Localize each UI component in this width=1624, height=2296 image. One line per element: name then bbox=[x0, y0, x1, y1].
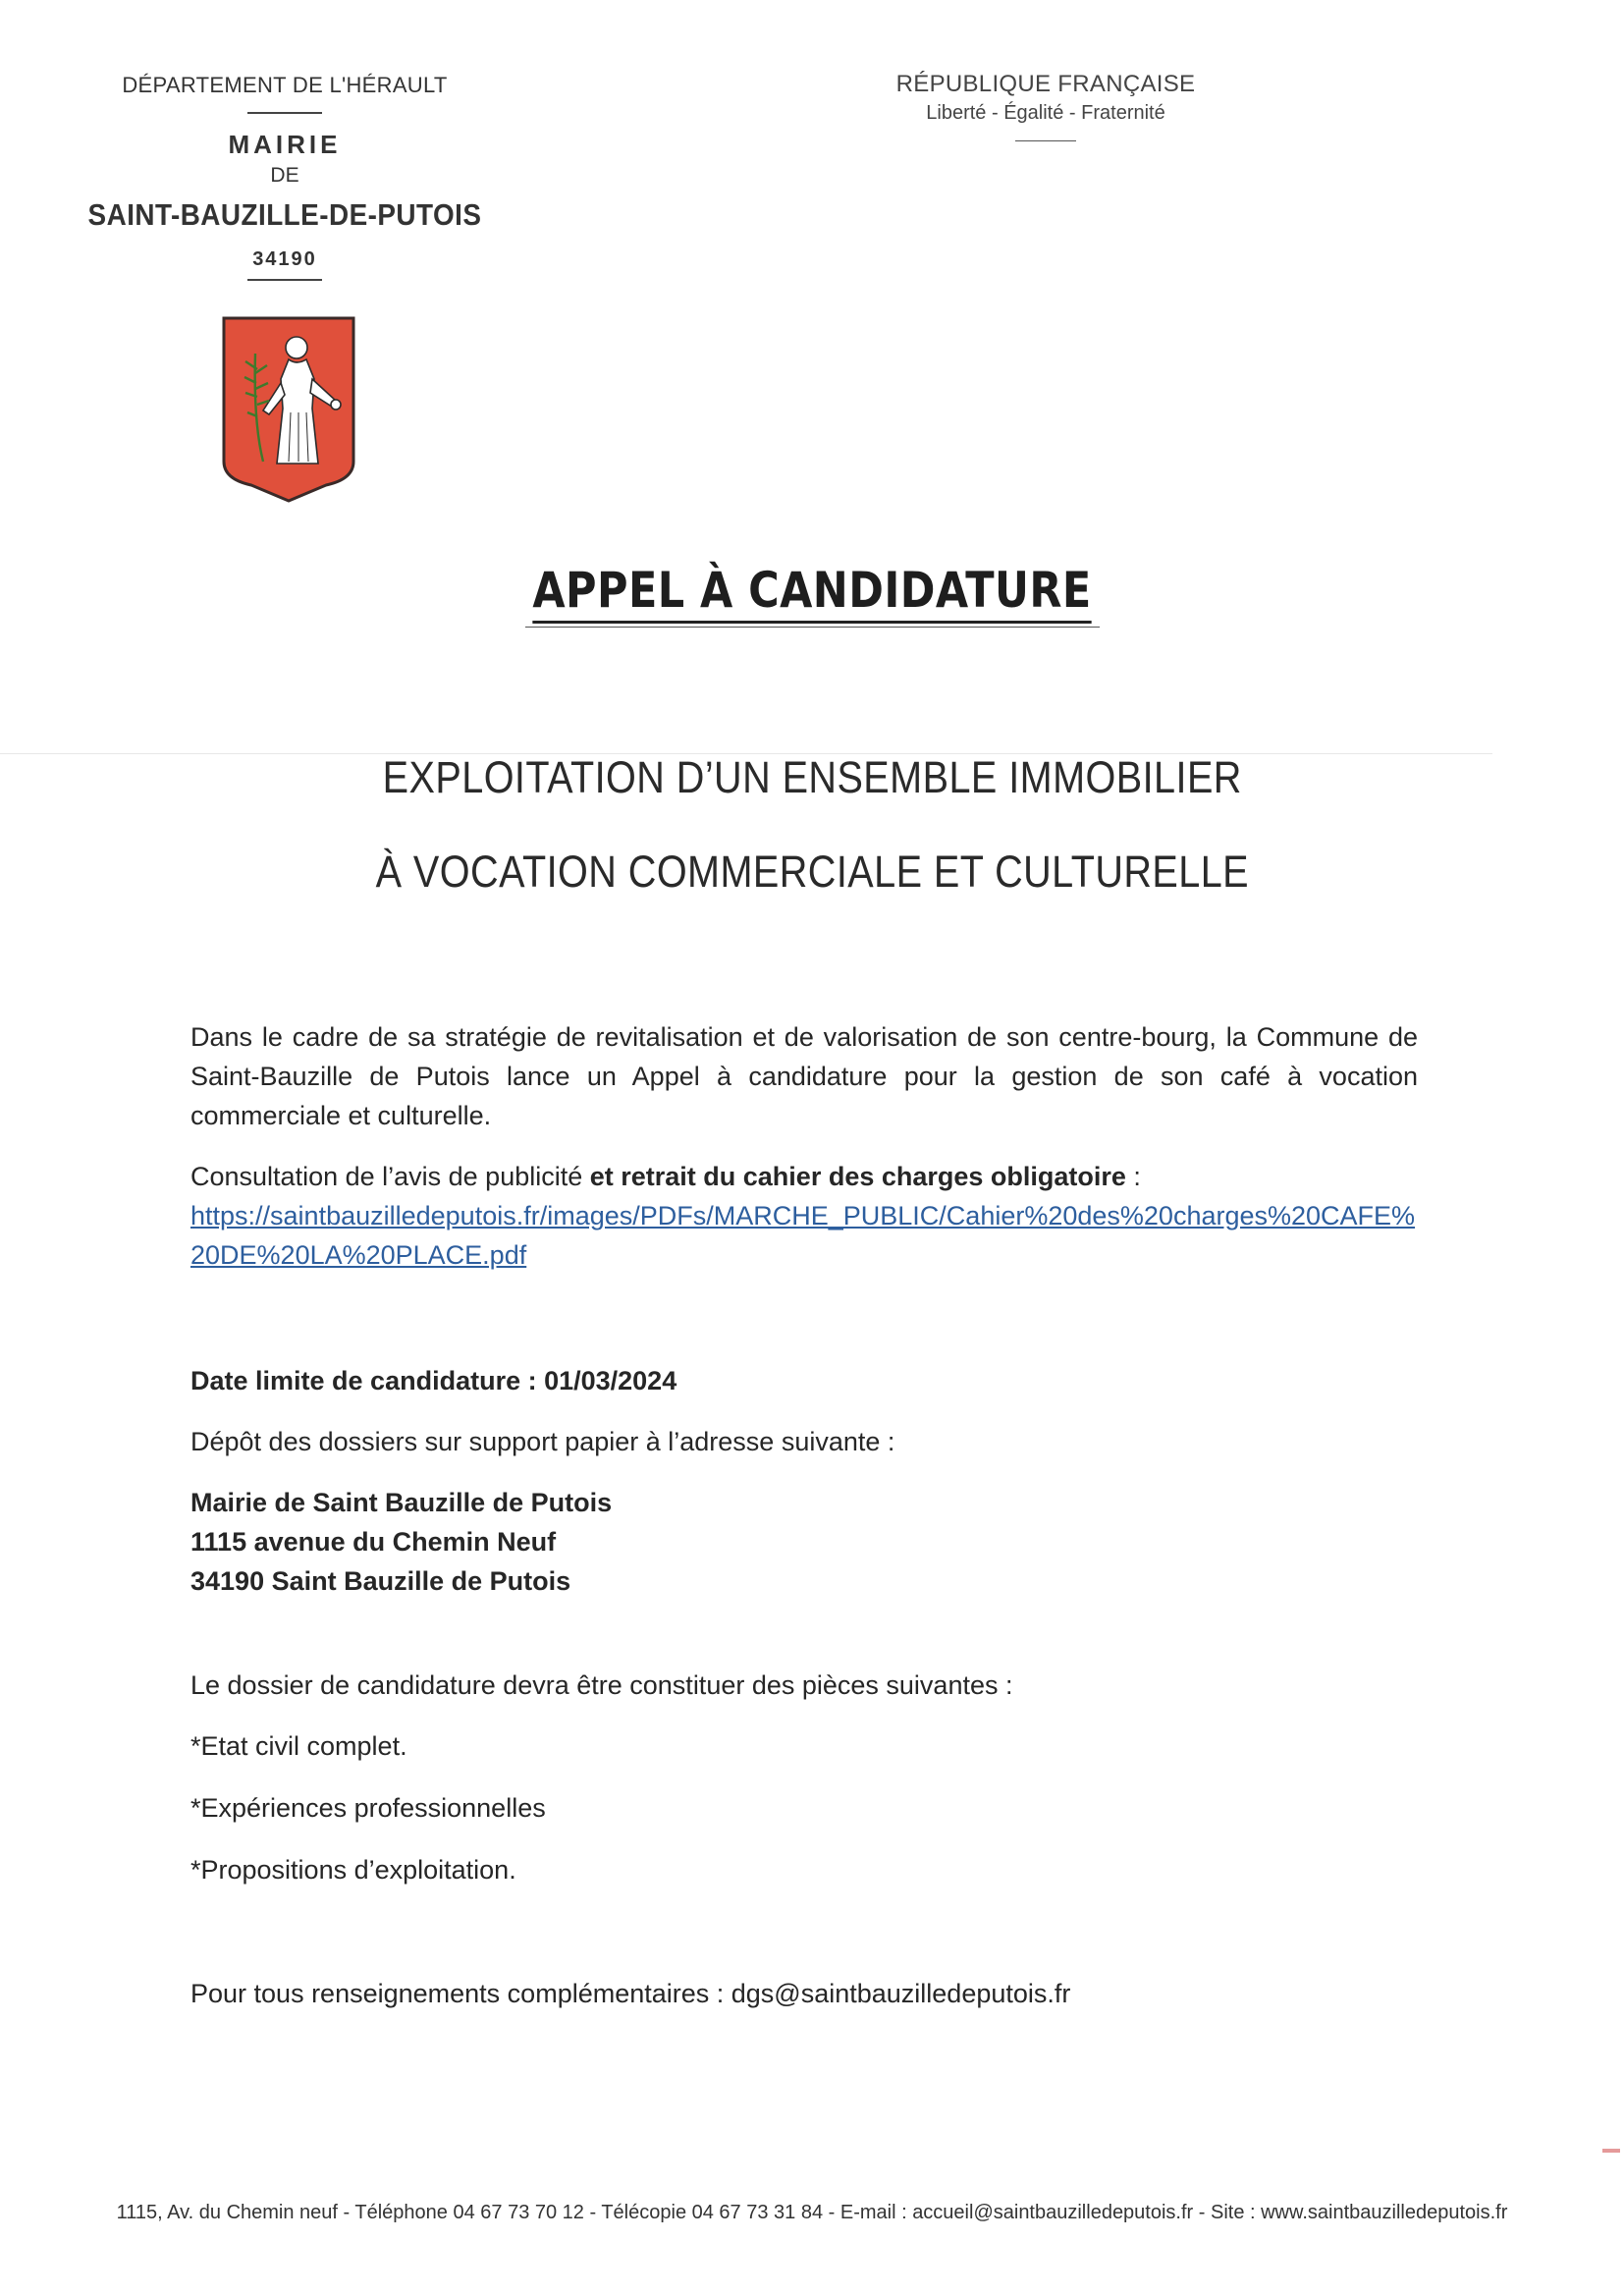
department-name: DÉPARTEMENT DE L'HÉRAULT bbox=[122, 73, 448, 97]
subtitle-line-2 bbox=[0, 847, 1624, 898]
list-item: *Propositions d’exploitation. bbox=[190, 1855, 516, 1885]
de-label: DE bbox=[270, 164, 299, 187]
letterhead-right bbox=[849, 71, 1242, 141]
letterhead-left bbox=[39, 73, 530, 281]
subtitle-text: EXPLOITATION D’UN ENSEMBLE IMMOBILIER bbox=[382, 752, 1242, 802]
title-underline bbox=[525, 627, 1100, 628]
mailing-address bbox=[190, 1483, 1418, 1601]
subtitle-text: À VOCATION COMMERCIALE ET CULTURELLE bbox=[375, 847, 1249, 897]
divider bbox=[247, 279, 322, 281]
list-item: *Etat civil complet. bbox=[190, 1731, 407, 1761]
address-line: Mairie de Saint Bauzille de Putois bbox=[190, 1488, 613, 1517]
commune-name: SAINT-BAUZILLE-DE-PUTOIS bbox=[87, 197, 482, 232]
list-item: *Expériences professionnelles bbox=[190, 1793, 546, 1823]
subtitle-line-1 bbox=[0, 752, 1624, 803]
mairie-label: MAIRIE bbox=[228, 130, 342, 159]
footer-contact: 1115, Av. du Chemin neuf - Téléphone 04 67 73 70 12 - Télécopie 04 67 73 31 84 - E-mail : accueil@saintbauzilledeputois.fr - Site : www.saintbauzilledeputois.fr bbox=[116, 2202, 1508, 2223]
consultation-bold: et retrait du cahier des charges obligatoire bbox=[589, 1162, 1126, 1191]
scan-mark bbox=[1602, 2149, 1620, 2153]
divider bbox=[1015, 140, 1076, 141]
required-documents-intro: Le dossier de candidature devra être constituer des pièces suivantes : bbox=[190, 1670, 1013, 1700]
address-line: 1115 avenue du Chemin Neuf bbox=[190, 1527, 557, 1557]
postal-code: 34190 bbox=[252, 248, 317, 270]
coat-of-arms-icon bbox=[220, 314, 357, 503]
republic-label: RÉPUBLIQUE FRANÇAISE bbox=[895, 71, 1196, 97]
deadline: Date limite de candidature : 01/03/2024 bbox=[190, 1366, 677, 1395]
consultation-prefix: Consultation de l’avis de publicité bbox=[190, 1162, 590, 1191]
intro-paragraph: Dans le cadre de sa stratégie de revitalisation et de valorisation de son centre-bourg, la Commune de Saint-Bauzille de Putois lance un Appel à candidature pour la gestion de son café à vocation commerciale et culturelle. bbox=[190, 1022, 1418, 1130]
divider bbox=[247, 112, 322, 114]
address-line: 34190 Saint Bauzille de Putois bbox=[190, 1566, 571, 1596]
document-title bbox=[0, 562, 1624, 628]
deposit-instructions: Dépôt des dossiers sur support papier à l’adresse suivante : bbox=[190, 1427, 895, 1456]
consultation-paragraph bbox=[190, 1157, 1418, 1275]
contact-line: Pour tous renseignements complémentaires : dgs@saintbauzilledeputois.fr bbox=[190, 1979, 1071, 2008]
consultation-suffix: : bbox=[1125, 1162, 1141, 1191]
title-text: APPEL À CANDIDATURE bbox=[532, 562, 1091, 624]
specifications-link[interactable]: https://saintbauzilledeputois.fr/images/PDFs/MARCHE_PUBLIC/Cahier%20des%20charges%20CAFE%20DE%20LA%20PLACE.pdf bbox=[190, 1201, 1416, 1270]
national-motto: Liberté - Égalité - Fraternité bbox=[926, 102, 1165, 124]
